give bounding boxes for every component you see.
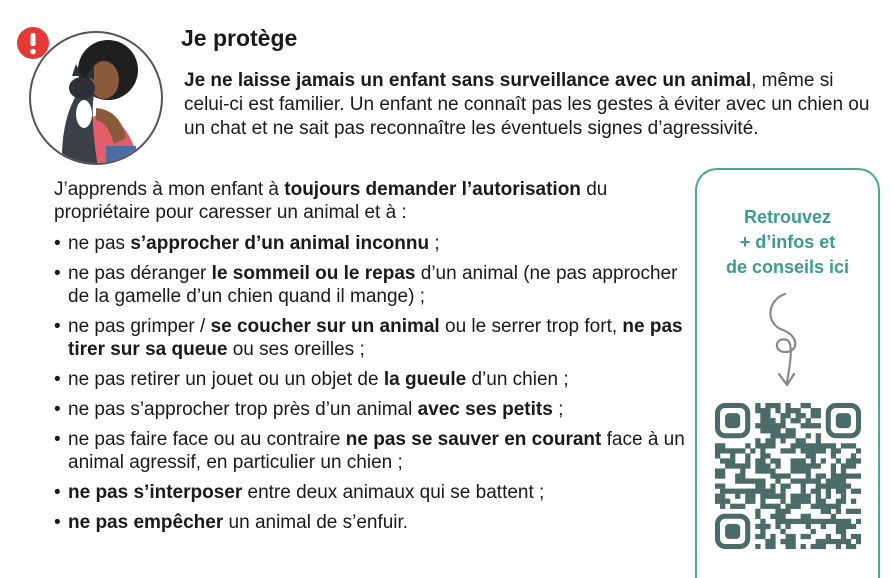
section-title: Je protège [181, 25, 298, 51]
rules-list [54, 232, 694, 541]
list-item: • ne pas empêcher un animal de s’enfuir. [54, 511, 694, 534]
list-item: • ne pas déranger le sommeil ou le repas d’un animal (ne pas approcher de la gamelle d’un chien quand il mange) ; [54, 262, 694, 308]
exclamation-circle-icon [16, 26, 50, 60]
qr-info-card[interactable] [695, 168, 880, 578]
teach-bold: toujours demander l’autorisation [284, 179, 581, 200]
list-item: • ne pas s’approcher d’un animal inconnu ; [54, 232, 694, 255]
intro-paragraph [184, 69, 874, 141]
curly-arrow-down-icon [759, 290, 819, 390]
intro-rest: , même si celui-ci est familier. Un enfant ne connaît pas les gestes à éviter avec un chien ou un chat et ne sait pas reconnaître les éventuels signes d’agressivité. [184, 70, 870, 139]
qr-code-icon[interactable] [715, 403, 861, 549]
teach-paragraph [54, 178, 684, 224]
list-item: • ne pas retirer un jouet ou un objet de la gueule d’un chien ; [54, 368, 694, 391]
list-item: • ne pas faire face ou au contraire ne pas se sauver en courant face à un animal agressif, en particulier un chien ; [54, 428, 694, 474]
teach-after: du propriétaire pour caresser un animal et à : [54, 179, 608, 223]
teach-before: J’apprends à mon enfant à [54, 179, 285, 200]
qr-caption-line1: Retrouvez [743, 207, 832, 227]
intro-bold: Je ne laisse jamais un enfant sans surveillance avec un animal [184, 70, 752, 91]
qr-caption [697, 205, 878, 280]
list-item: • ne pas s’approcher trop près d’un animal avec ses petits ; [54, 398, 694, 421]
qr-caption-line2: + d’infos et [739, 232, 836, 252]
list-item: • ne pas grimper / se coucher sur un animal ou le serrer trop fort, ne pas tirer sur sa queue ou ses oreilles ; [54, 315, 694, 361]
illustration [10, 18, 165, 168]
qr-caption-line3: de conseils ici [725, 257, 850, 277]
list-item: • ne pas s’interposer entre deux animaux qui se battent ; [54, 481, 694, 504]
